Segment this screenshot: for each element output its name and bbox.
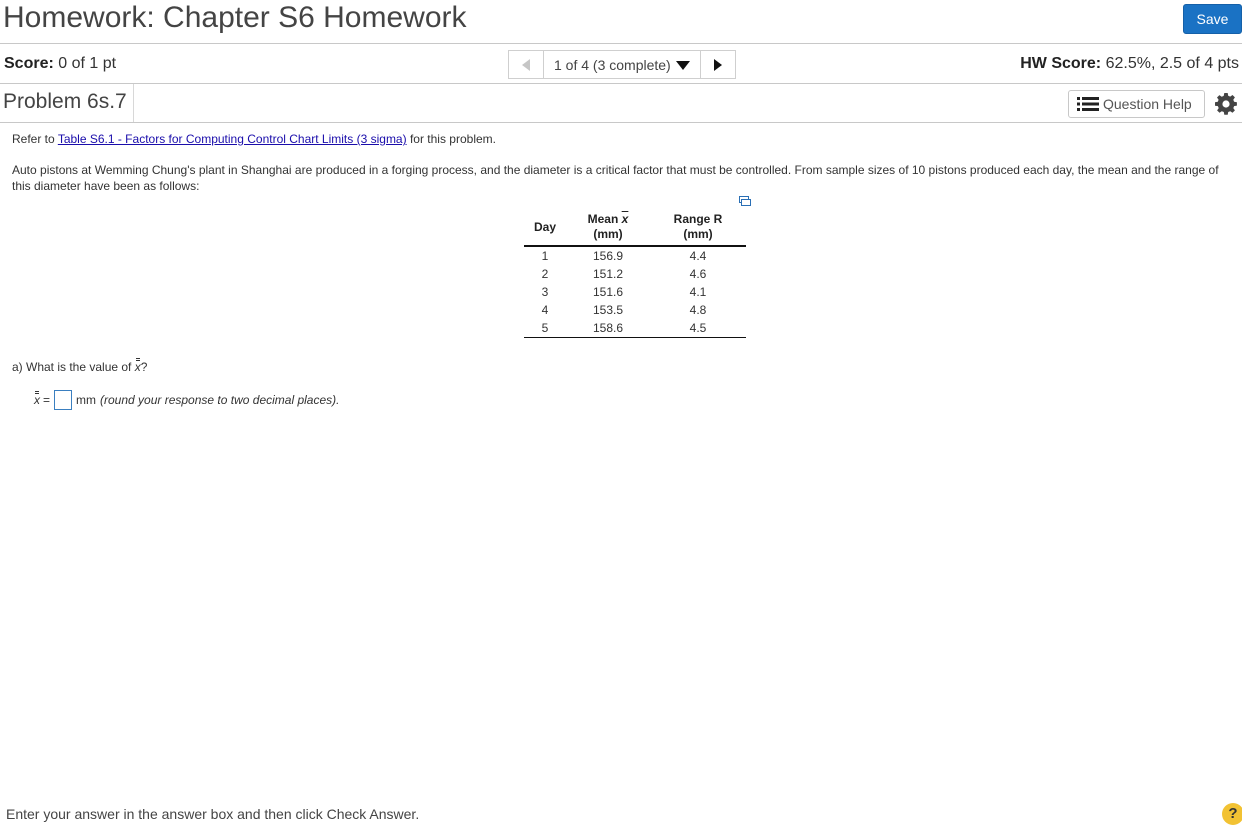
cell-mean: 151.2 <box>592 267 624 281</box>
answer-row <box>34 390 339 410</box>
question-a <box>12 360 147 374</box>
answer-input[interactable] <box>54 390 72 410</box>
help-icon[interactable]: ? <box>1222 803 1242 825</box>
cell-range: 4.6 <box>689 267 707 281</box>
question-a-symbol: x <box>134 360 141 374</box>
question-select-dropdown[interactable] <box>544 50 700 79</box>
answer-unit: mm <box>76 393 97 407</box>
cell-range: 4.5 <box>650 319 746 338</box>
score <box>4 55 116 73</box>
hw-score <box>1020 55 1239 73</box>
page-title: Homework: Chapter S6 Homework <box>3 1 467 34</box>
next-question-button[interactable] <box>700 50 736 79</box>
question-a-suffix: ? <box>140 360 148 374</box>
table-row <box>524 265 746 283</box>
header-mean-symbol: $\overline{x}$ <box>621 212 629 226</box>
reference-line <box>12 132 496 146</box>
header-range-label: Range R <box>673 212 723 226</box>
problem-title: Problem 6s.7 <box>0 84 134 122</box>
score-bar <box>0 44 1242 84</box>
score-value: 0 of 1 pt <box>58 55 117 72</box>
list-icon <box>1077 97 1099 111</box>
header-day: Day <box>524 208 566 246</box>
table-row <box>524 246 746 265</box>
header-mean-unit: (mm) <box>593 227 623 241</box>
cell-day: 5 <box>524 319 566 338</box>
header-range-unit: (mm) <box>683 227 713 241</box>
score-label: Score: <box>4 55 54 72</box>
problem-bar <box>0 84 1242 123</box>
question-help-button[interactable] <box>1068 90 1205 118</box>
caret-down-icon <box>676 60 690 70</box>
cell-mean: 153.5 <box>592 303 624 317</box>
cell-mean: 151.6 <box>592 285 624 299</box>
cell-range: 4.8 <box>689 303 707 317</box>
footer-instruction: Enter your answer in the answer box and then click Check Answer. <box>6 806 420 822</box>
refer-suffix: for this problem. <box>409 132 496 146</box>
question-a-prefix: a) What is the value of <box>12 360 132 374</box>
refer-prefix: Refer to <box>12 132 55 146</box>
answer-symbol: x <box>34 393 40 407</box>
copy-table-icon[interactable] <box>739 196 751 206</box>
hw-score-label: HW Score: <box>1020 55 1102 72</box>
answer-hint: (round your response to two decimal places). <box>100 393 340 407</box>
cell-range: 4.4 <box>689 249 707 263</box>
cell-day: 2 <box>541 267 549 281</box>
gear-icon[interactable] <box>1214 92 1238 116</box>
triangle-left-icon <box>521 59 531 71</box>
answer-equals: = <box>43 393 51 407</box>
data-table <box>524 208 746 338</box>
title-bar <box>0 0 1242 44</box>
problem-description: Auto pistons at Wemming Chung's plant in Shanghai are produced in a forging process, and the diameter is a critical factor that must be controlled. From sample sizes of 10 pistons produced each day, the mean and the range of this diameter have been as follows: <box>12 163 1219 193</box>
question-help-label: Question Help <box>1103 96 1192 112</box>
header-mean-label: Mean <box>587 212 619 226</box>
cell-range: 4.1 <box>689 285 707 299</box>
triangle-right-icon <box>713 59 723 71</box>
table-header-row <box>524 208 746 246</box>
cell-mean: 158.6 <box>566 319 650 338</box>
previous-question-button[interactable] <box>508 50 544 79</box>
question-position: 1 of 4 (3 complete) <box>554 56 671 73</box>
table-row <box>524 319 746 338</box>
cell-day: 3 <box>541 285 549 299</box>
header-mean <box>566 208 650 246</box>
hw-score-value: 62.5%, 2.5 of 4 pts <box>1105 55 1239 72</box>
table-row <box>524 283 746 301</box>
cell-day: 4 <box>541 303 549 317</box>
table-reference-link[interactable]: Table S6.1 - Factors for Computing Control Chart Limits (3 sigma) <box>57 132 407 146</box>
header-range <box>650 208 746 246</box>
save-button[interactable]: Save <box>1183 4 1242 34</box>
cell-mean: 156.9 <box>592 249 624 263</box>
cell-day: 1 <box>541 249 549 263</box>
table-row <box>524 301 746 319</box>
question-navigator <box>508 50 736 79</box>
